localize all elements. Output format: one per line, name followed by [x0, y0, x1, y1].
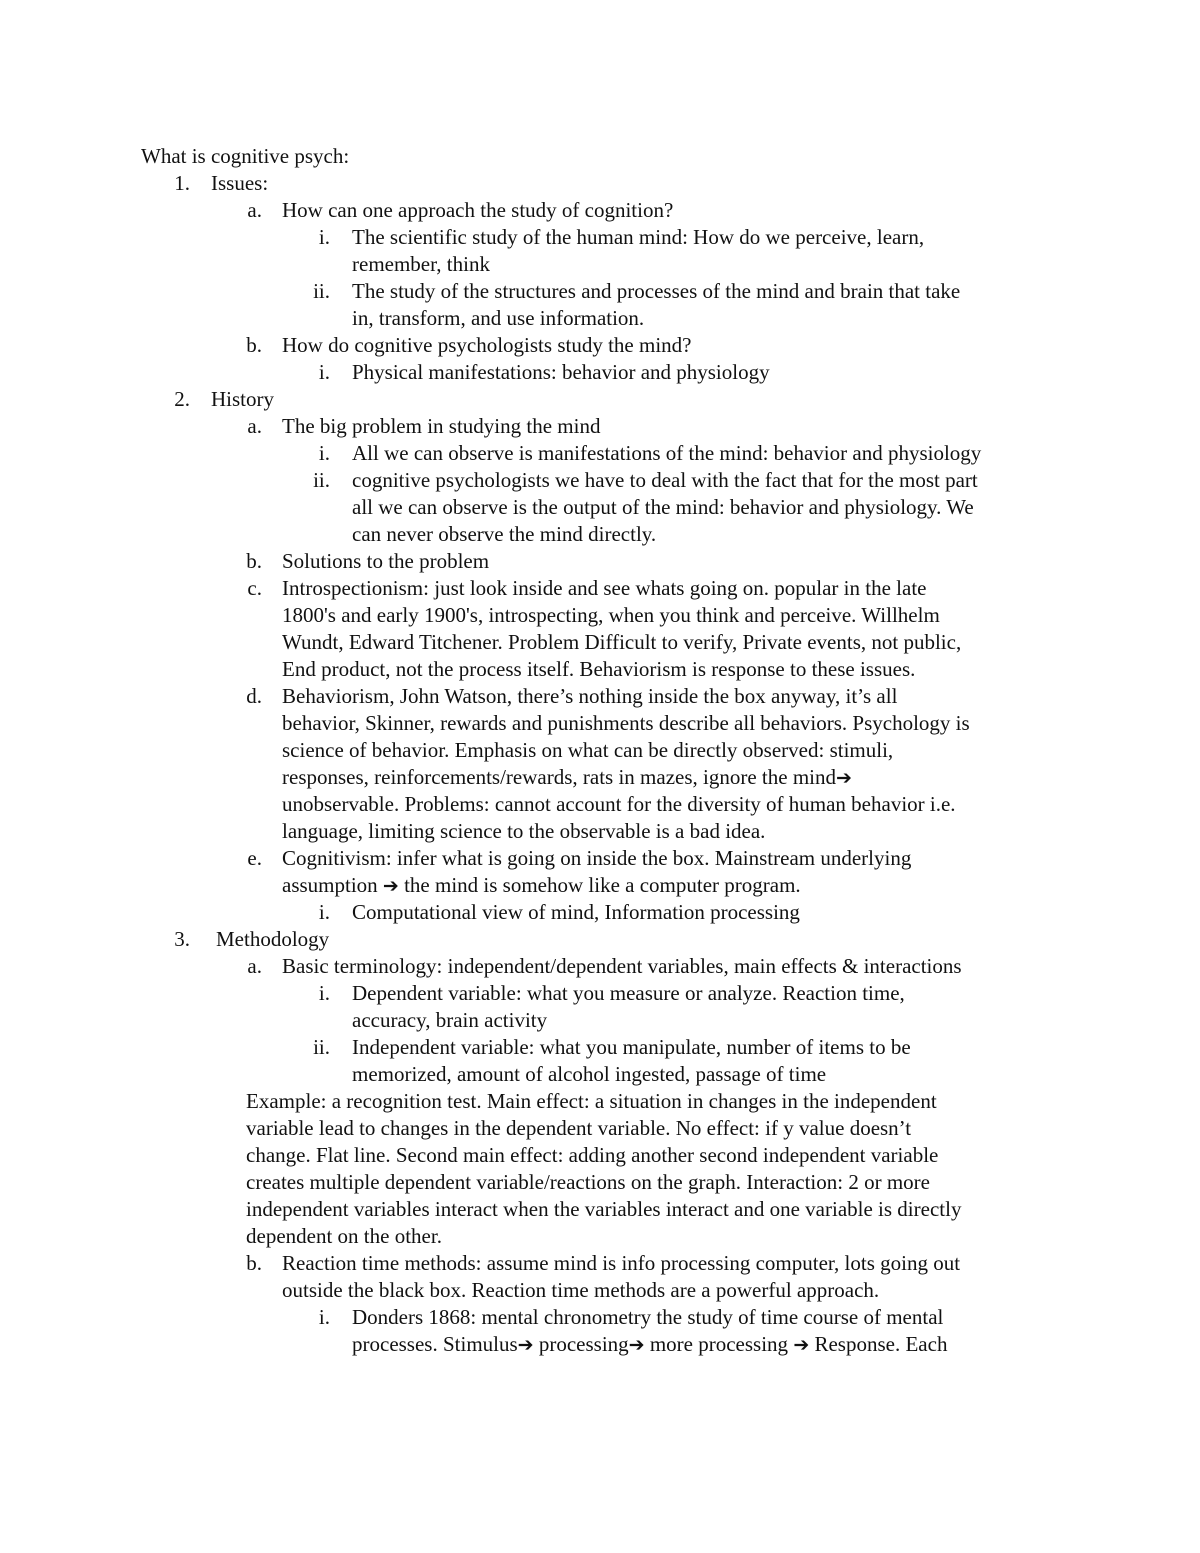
list-item: How can one approach the study of cognition?	[282, 198, 674, 222]
list-item-continuation: outside the black box. Reaction time methods are a powerful approach.	[282, 1278, 880, 1302]
list-marker: ii.	[313, 279, 330, 303]
list-item-continuation	[352, 1331, 947, 1359]
list-marker: i.	[318, 1305, 330, 1329]
list-marker: i.	[318, 900, 330, 924]
list-item: The big problem in studying the mind	[282, 414, 601, 438]
list-item-continuation: 1800's and early 1900's, introspecting, when you think and perceive. Willhelm	[282, 603, 940, 627]
list-item-continuation: in, transform, and use information.	[352, 306, 645, 330]
heading-issues: Issues:	[211, 171, 269, 195]
example-paragraph: creates multiple dependent variable/reactions on the graph. Interaction: 2 or more	[246, 1170, 930, 1194]
list-item-continuation	[282, 764, 852, 792]
list-item: Physical manifestations: behavior and physiology	[352, 360, 770, 384]
list-item-continuation: unobservable. Problems: cannot account for the diversity of human behavior i.e.	[282, 792, 956, 816]
heading-history: History	[211, 387, 274, 411]
list-item-continuation: End product, not the process itself. Behaviorism is response to these issues.	[282, 657, 916, 681]
line-text: assumption	[282, 873, 383, 897]
list-marker: b.	[246, 333, 262, 357]
list-item: Dependent variable: what you measure or analyze. Reaction time,	[352, 981, 905, 1005]
list-marker: e.	[247, 846, 262, 870]
example-paragraph: independent variables interact when the variables interact and one variable is directly	[246, 1197, 962, 1221]
list-item-continuation: language, limiting science to the observable is a bad idea.	[282, 819, 766, 843]
list-item-continuation: can never observe the mind directly.	[352, 522, 657, 546]
list-item: Independent variable: what you manipulate, number of items to be	[352, 1035, 911, 1059]
list-marker: ii.	[313, 1035, 330, 1059]
list-item: The study of the structures and processes of the mind and brain that take	[352, 279, 961, 303]
list-item-continuation	[282, 872, 801, 900]
list-item: All we can observe is manifestations of the mind: behavior and physiology	[352, 441, 982, 465]
line-text: responses, reinforcements/rewards, rats in mazes, ignore the mind	[282, 765, 836, 789]
list-item-continuation: behavior, Skinner, rewards and punishments describe all behaviors. Psychology is	[282, 711, 970, 735]
list-marker: c.	[247, 576, 262, 600]
line-text: the mind is somehow like a computer program.	[398, 873, 801, 897]
list-item-continuation: remember, think	[352, 252, 490, 276]
example-paragraph: variable lead to changes in the dependent variable. No effect: if y value doesn’t	[246, 1116, 912, 1140]
list-marker: b.	[246, 1251, 262, 1275]
line-text: processing	[533, 1332, 629, 1356]
arrow-icon: ➔	[382, 875, 399, 897]
list-item: Donders 1868: mental chronometry the study of time course of mental	[352, 1305, 944, 1329]
line-text: processes. Stimulus	[352, 1332, 518, 1356]
list-marker: i.	[318, 981, 330, 1005]
list-item: Behaviorism, John Watson, there’s nothing inside the box anyway, it’s all	[282, 684, 898, 708]
arrow-icon: ➔	[836, 767, 852, 789]
list-marker: 1.	[174, 171, 190, 195]
list-item: cognitive psychologists we have to deal with the fact that for the most part	[352, 468, 978, 492]
list-item-continuation: memorized, amount of alcohol ingested, passage of time	[352, 1062, 827, 1086]
list-item: Reaction time methods: assume mind is info processing computer, lots going out	[282, 1251, 961, 1275]
list-item: Computational view of mind, Information processing	[352, 900, 800, 924]
list-marker: a.	[247, 198, 262, 222]
list-marker: a.	[247, 954, 262, 978]
list-item-continuation: all we can observe is the output of the mind: behavior and physiology. We	[352, 495, 974, 519]
heading-methodology: Methodology	[216, 927, 330, 951]
doc-title: What is cognitive psych:	[141, 144, 350, 168]
example-paragraph: change. Flat line. Second main effect: adding another second independent variable	[246, 1143, 939, 1167]
list-marker: i.	[318, 441, 330, 465]
line-text: Response. Each	[809, 1332, 948, 1356]
list-marker: b.	[246, 549, 262, 573]
list-item-continuation: science of behavior. Emphasis on what can be directly observed: stimuli,	[282, 738, 894, 762]
list-marker: i.	[318, 360, 330, 384]
list-item: Solutions to the problem	[282, 549, 490, 573]
list-item: Cognitivism: infer what is going on inside the box. Mainstream underlying	[282, 846, 912, 870]
list-marker: 2.	[174, 387, 190, 411]
list-marker: d.	[246, 684, 262, 708]
arrow-icon: ➔	[517, 1334, 534, 1356]
list-item: Basic terminology: independent/dependent variables, main effects & interactions	[282, 954, 962, 978]
list-marker: i.	[318, 225, 330, 249]
list-marker: 3.	[174, 927, 190, 951]
list-marker: ii.	[313, 468, 330, 492]
list-item-continuation: accuracy, brain activity	[352, 1008, 548, 1032]
list-item: The scientific study of the human mind: How do we perceive, learn,	[352, 225, 925, 249]
arrow-icon: ➔	[793, 1334, 810, 1356]
list-item-continuation: Wundt, Edward Titchener. Problem Difficult to verify, Private events, not public,	[282, 630, 962, 654]
list-item: How do cognitive psychologists study the mind?	[282, 333, 692, 357]
line-text: more processing	[644, 1332, 794, 1356]
example-paragraph: dependent on the other.	[246, 1224, 442, 1248]
arrow-icon: ➔	[628, 1334, 645, 1356]
list-marker: a.	[247, 414, 262, 438]
list-item: Introspectionism: just look inside and see whats going on. popular in the late	[282, 576, 927, 600]
example-paragraph: Example: a recognition test. Main effect: a situation in changes in the independent	[246, 1089, 937, 1113]
